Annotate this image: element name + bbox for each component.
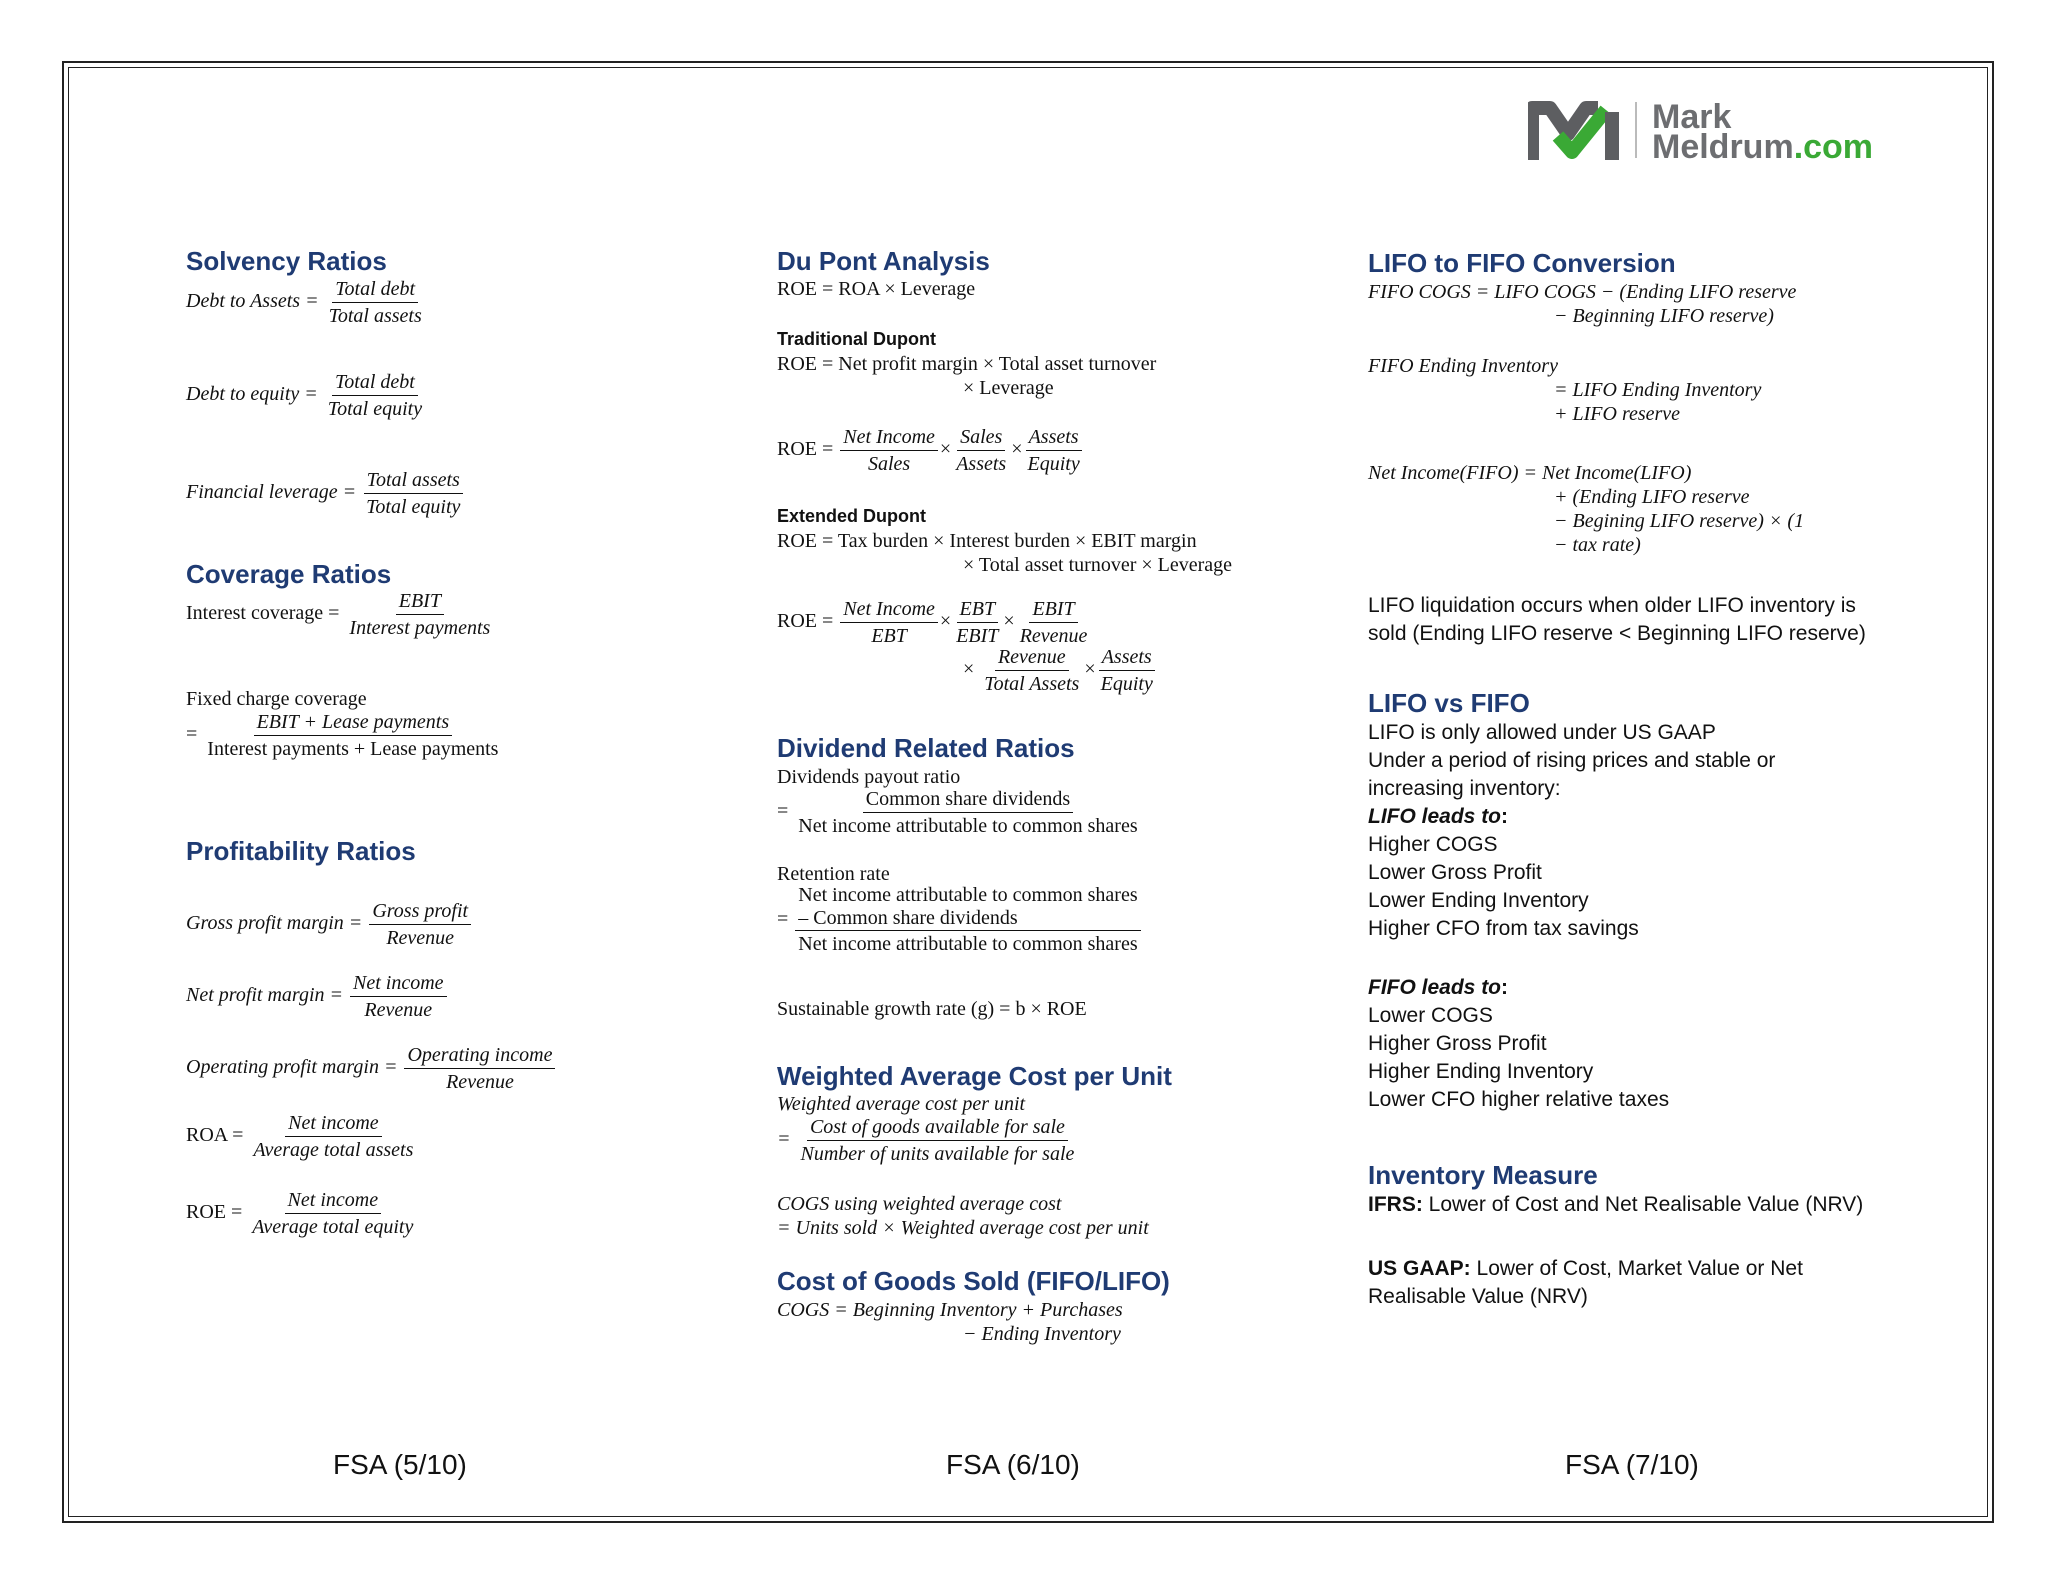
- formula-lhs: ROE =: [777, 610, 834, 633]
- denominator: Sales: [867, 453, 911, 475]
- fifo-item: Higher Gross Profit: [1368, 1032, 1547, 1055]
- formula-lhs: ROE =: [777, 438, 834, 461]
- gross-margin-formula: [186, 898, 473, 951]
- extended-dupont-line2: × Total asset turnover × Leverage: [963, 554, 1233, 576]
- numerator: Total debt: [332, 276, 418, 303]
- fifo-item: Higher Ending Inventory: [1368, 1060, 1594, 1083]
- footer-page-5: FSA (5/10): [333, 1449, 467, 1480]
- sustainable-growth-rate: Sustainable growth rate (g) = b × ROE: [777, 998, 1087, 1020]
- operating-margin-formula: [186, 1042, 557, 1095]
- denominator: Average total equity: [252, 1216, 414, 1238]
- ifrs-line: [1368, 1193, 1863, 1217]
- cogs-line1: COGS = Beginning Inventory + Purchases: [777, 1299, 1123, 1321]
- denominator: Total equity: [327, 398, 423, 420]
- dupont-basic: ROE = ROA × Leverage: [777, 278, 976, 300]
- denominator: Revenue: [386, 927, 455, 949]
- fifo-inv-line3: + LIFO reserve: [1554, 403, 1681, 425]
- denominator: Net income attributable to common shares: [798, 933, 1138, 955]
- debt-to-equity-formula: [186, 369, 427, 422]
- denominator: Interest payments + Lease payments: [207, 738, 499, 760]
- formula-lhs: ROE =: [186, 1201, 243, 1224]
- denominator: Revenue: [364, 999, 433, 1021]
- numerator: Assets: [1026, 424, 1082, 451]
- numerator: Net Income: [840, 596, 938, 623]
- lifo-fifo-conversion-title: LIFO to FIFO Conversion: [1368, 248, 1676, 278]
- interest-coverage-formula: [186, 588, 495, 641]
- solvency-title: Solvency Ratios: [186, 246, 387, 276]
- formula-lhs: ROA =: [186, 1124, 244, 1147]
- logo-line2: [1652, 128, 1874, 166]
- formula-lhs: Gross profit margin =: [186, 912, 363, 935]
- fifo-leads-heading: FIFO leads to:: [1368, 976, 1509, 999]
- vs-line2: Under a period of rising prices and stable or: [1368, 749, 1776, 772]
- footer-page-6: FSA (6/10): [946, 1449, 1080, 1480]
- equals-sign: =: [777, 908, 789, 931]
- numerator: Net income: [350, 970, 447, 997]
- times-sign: ×: [939, 438, 952, 461]
- fixed-charge-formula: [186, 709, 503, 762]
- denominator: Revenue: [446, 1071, 514, 1093]
- usgaap-text: Lower of Cost, Market Value or Net: [1470, 1257, 1803, 1280]
- ni-line1: Net Income(FIFO) = Net Income(LIFO): [1368, 462, 1692, 484]
- usgaap-line1: [1368, 1257, 1803, 1281]
- liquidation-line2: sold (Ending LIFO reserve < Beginning LIFO reserve): [1368, 622, 1866, 645]
- numerator-line1: Net income attributable to common shares: [798, 884, 1138, 906]
- times-sign: ×: [1084, 658, 1096, 681]
- formula-lhs: Operating profit margin =: [186, 1056, 398, 1079]
- formula-lhs: Financial leverage =: [186, 481, 357, 504]
- times-sign: ×: [939, 610, 952, 633]
- fifo-inv-line1: FIFO Ending Inventory: [1368, 355, 1558, 377]
- equals-sign: =: [186, 723, 198, 746]
- logo-line1: Mark: [1652, 98, 1732, 136]
- denominator: Total assets: [328, 305, 422, 327]
- ni-line2: + (Ending LIFO reserve: [1554, 486, 1750, 508]
- payout-label: Dividends payout ratio: [777, 766, 961, 788]
- times-sign: ×: [1003, 610, 1015, 633]
- traditional-dupont-fractions: [777, 424, 1085, 477]
- wac-title: Weighted Average Cost per Unit: [777, 1061, 1172, 1091]
- logo-m-icon: [1528, 100, 1624, 164]
- fifo-cogs-line1: FIFO COGS = LIFO COGS − (Ending LIFO reserve: [1368, 281, 1797, 303]
- fixed-charge-label: Fixed charge coverage: [186, 688, 367, 710]
- wac-formula: [777, 1114, 1079, 1167]
- cogs-title: Cost of Goods Sold (FIFO/LIFO): [777, 1266, 1170, 1296]
- lifo-vs-fifo-title: LIFO vs FIFO: [1368, 688, 1530, 718]
- fifo-cogs-line2: − Beginning LIFO reserve): [1554, 305, 1774, 327]
- numerator: Total assets: [364, 467, 463, 494]
- numerator: EBIT: [396, 588, 444, 615]
- denominator: EBIT: [956, 625, 999, 647]
- extended-dupont-title: Extended Dupont: [777, 506, 926, 526]
- retention-formula: [777, 884, 1143, 957]
- dividend-title: Dividend Related Ratios: [777, 733, 1075, 763]
- numerator: Gross profit: [369, 898, 471, 925]
- formula-lhs: Debt to equity =: [186, 383, 318, 406]
- lifo-item: Higher COGS: [1368, 833, 1498, 856]
- numerator: Assets: [1099, 644, 1155, 671]
- numerator: EBIT: [1029, 596, 1077, 623]
- numerator: Net income: [285, 1110, 382, 1137]
- ifrs-label: IFRS:: [1368, 1193, 1423, 1216]
- fifo-leads-label: FIFO leads to: [1368, 976, 1502, 999]
- numerator: Revenue: [995, 644, 1069, 671]
- denominator: Average total assets: [253, 1139, 414, 1161]
- cogs-line2: − Ending Inventory: [963, 1323, 1121, 1345]
- lifo-item: Higher CFO from tax savings: [1368, 917, 1639, 940]
- fifo-leads-block: [1368, 974, 1669, 1114]
- lifo-vs-fifo-block: [1368, 719, 1775, 943]
- logo-suffix: .com: [1793, 128, 1874, 166]
- cogs-wac-line2: = Units sold × Weighted average cost per unit: [777, 1217, 1149, 1239]
- equals-sign: =: [777, 1128, 791, 1151]
- denominator: Number of units available for sale: [800, 1143, 1075, 1165]
- logo-meldrum: Meldrum: [1652, 128, 1794, 166]
- roa-formula: [186, 1110, 418, 1163]
- vs-line1: LIFO is only allowed under US GAAP: [1368, 721, 1716, 744]
- roe-formula: [186, 1187, 418, 1240]
- denominator: Total Assets: [984, 673, 1080, 695]
- denominator: Total equity: [366, 496, 461, 518]
- numerator-line2: – Common share dividends: [798, 907, 1018, 929]
- numerator: Sales: [957, 424, 1005, 451]
- traditional-dupont-title: Traditional Dupont: [777, 329, 936, 349]
- numerator: Cost of goods available for sale: [807, 1114, 1068, 1141]
- denominator: Assets: [956, 453, 1007, 475]
- traditional-dupont-line1: ROE = Net profit margin × Total asset turnover: [777, 353, 1157, 375]
- footer-page-7: FSA (7/10): [1565, 1449, 1699, 1480]
- formula-lhs: Debt to Assets =: [186, 290, 319, 313]
- profitability-title: Profitability Ratios: [186, 836, 416, 866]
- net-margin-formula: [186, 970, 449, 1023]
- fifo-item: Lower COGS: [1368, 1004, 1493, 1027]
- equals-sign: =: [777, 800, 789, 823]
- numerator: [795, 884, 1140, 931]
- numerator: EBIT + Lease payments: [254, 709, 453, 736]
- formula-lhs: Interest coverage =: [186, 602, 340, 625]
- numerator: Common share dividends: [863, 786, 1073, 813]
- usgaap-label: US GAAP:: [1368, 1257, 1471, 1280]
- payout-formula: [777, 786, 1143, 839]
- lifo-item: Lower Ending Inventory: [1368, 889, 1589, 912]
- denominator: Equity: [1100, 673, 1153, 695]
- times-sign: ×: [963, 658, 975, 681]
- traditional-dupont-line2: × Leverage: [963, 377, 1054, 399]
- dupont-title: Du Pont Analysis: [777, 246, 990, 276]
- denominator: Revenue: [1019, 625, 1088, 647]
- numerator: EBT: [957, 596, 999, 623]
- numerator: Net Income: [840, 424, 938, 451]
- financial-leverage-formula: [186, 467, 465, 520]
- extended-dupont-line1: ROE = Tax burden × Interest burden × EBIT margin: [777, 530, 1197, 552]
- cogs-wac-line1: COGS using weighted average cost: [777, 1193, 1062, 1215]
- retention-label: Retention rate: [777, 863, 890, 885]
- lifo-item: Lower Gross Profit: [1368, 861, 1542, 884]
- extended-dupont-fractions-row2: [963, 644, 1158, 697]
- numerator: Operating income: [404, 1042, 555, 1069]
- debt-to-assets-formula: [186, 276, 427, 329]
- logo-divider: [1635, 102, 1637, 158]
- lifo-leads-label: LIFO leads to: [1368, 805, 1502, 828]
- ni-line3: − Begining LIFO reserve) × (1: [1554, 510, 1805, 532]
- liquidation-line1: LIFO liquidation occurs when older LIFO inventory is: [1368, 594, 1856, 617]
- numerator: Total debt: [332, 369, 418, 396]
- coverage-title: Coverage Ratios: [186, 559, 392, 589]
- denominator: Equity: [1027, 453, 1080, 475]
- numerator: Net income: [285, 1187, 382, 1214]
- wac-label: Weighted average cost per unit: [777, 1093, 1026, 1115]
- fifo-item: Lower CFO higher relative taxes: [1368, 1088, 1670, 1111]
- denominator: Interest payments: [349, 617, 491, 639]
- times-sign: ×: [1011, 438, 1023, 461]
- denominator: EBT: [871, 625, 907, 647]
- fifo-inv-line2: = LIFO Ending Inventory: [1554, 379, 1762, 401]
- vs-line3: increasing inventory:: [1368, 777, 1561, 800]
- formula-lhs: Net profit margin =: [186, 984, 344, 1007]
- inventory-measure-title: Inventory Measure: [1368, 1160, 1598, 1190]
- denominator: Net income attributable to common shares: [798, 815, 1138, 837]
- usgaap-line2: Realisable Value (NRV): [1368, 1285, 1588, 1308]
- ni-line4: − tax rate): [1554, 534, 1641, 556]
- lifo-leads-heading: LIFO leads to:: [1368, 805, 1509, 828]
- extended-dupont-fractions-row1: [777, 596, 1092, 649]
- ifrs-text: Lower of Cost and Net Realisable Value (NRV): [1422, 1193, 1864, 1216]
